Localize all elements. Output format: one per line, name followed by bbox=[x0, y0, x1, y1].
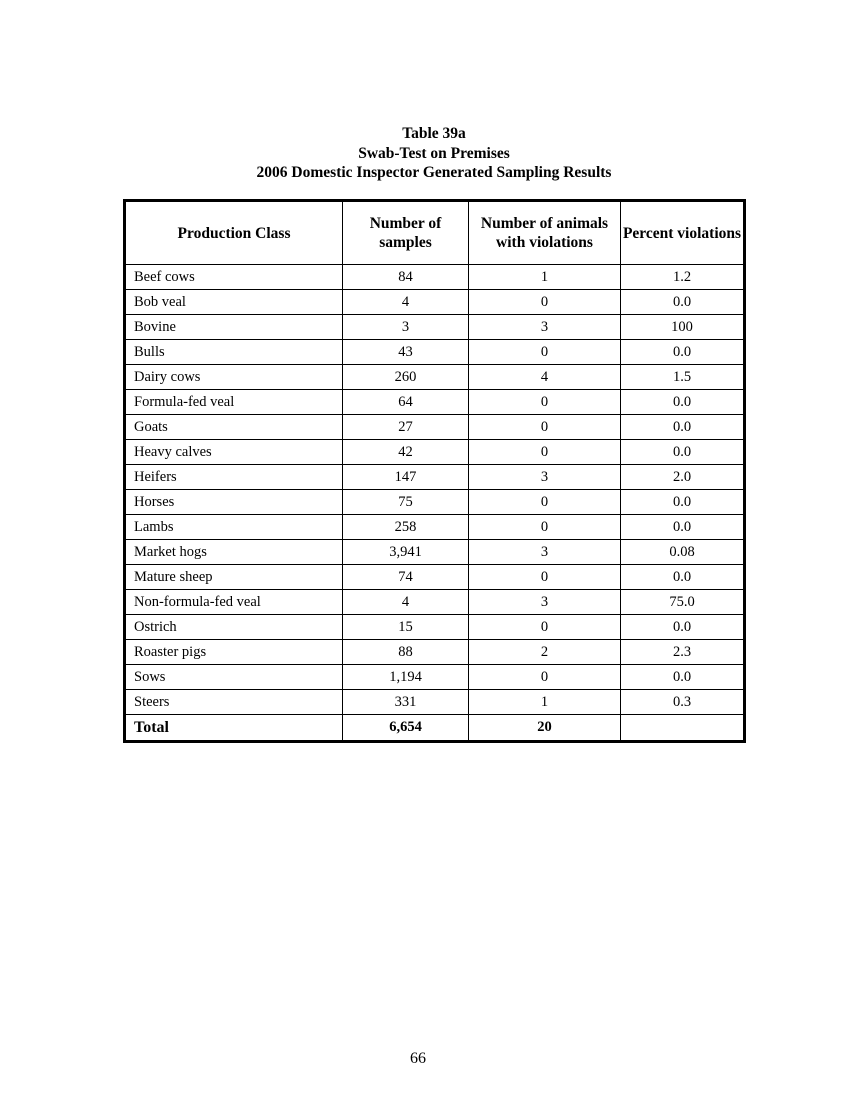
total-violations-cell: 20 bbox=[469, 715, 621, 742]
table-row bbox=[125, 540, 745, 565]
percent-cell: 0.0 bbox=[621, 565, 745, 590]
percent-cell: 0.0 bbox=[621, 490, 745, 515]
percent-cell: 0.0 bbox=[621, 665, 745, 690]
table-row bbox=[125, 265, 745, 290]
production-class-cell: Steers bbox=[125, 690, 343, 715]
violations-cell: 1 bbox=[469, 690, 621, 715]
percent-cell: 100 bbox=[621, 315, 745, 340]
table-row bbox=[125, 465, 745, 490]
production-class-cell: Roaster pigs bbox=[125, 640, 343, 665]
samples-cell: 3 bbox=[343, 315, 469, 340]
samples-cell: 75 bbox=[343, 490, 469, 515]
production-class-cell: Bovine bbox=[125, 315, 343, 340]
production-class-cell: Non-formula-fed veal bbox=[125, 590, 343, 615]
samples-cell: 260 bbox=[343, 365, 469, 390]
table-row bbox=[125, 615, 745, 640]
results-table-container bbox=[123, 199, 746, 743]
table-row bbox=[125, 515, 745, 540]
percent-cell: 0.08 bbox=[621, 540, 745, 565]
table-row bbox=[125, 640, 745, 665]
page-number: 66 bbox=[410, 1050, 426, 1067]
production-class-cell: Lambs bbox=[125, 515, 343, 540]
percent-cell: 0.0 bbox=[621, 290, 745, 315]
percent-cell: 2.0 bbox=[621, 465, 745, 490]
percent-cell: 0.0 bbox=[621, 415, 745, 440]
samples-cell: 43 bbox=[343, 340, 469, 365]
samples-cell: 147 bbox=[343, 465, 469, 490]
percent-cell: 75.0 bbox=[621, 590, 745, 615]
production-class-cell: Ostrich bbox=[125, 615, 343, 640]
samples-cell: 88 bbox=[343, 640, 469, 665]
percent-cell: 0.0 bbox=[621, 615, 745, 640]
percent-cell: 1.5 bbox=[621, 365, 745, 390]
percent-cell: 2.3 bbox=[621, 640, 745, 665]
samples-cell: 331 bbox=[343, 690, 469, 715]
header-number-of-samples: Number of samples bbox=[343, 201, 469, 265]
violations-cell: 3 bbox=[469, 465, 621, 490]
percent-cell: 0.0 bbox=[621, 440, 745, 465]
production-class-cell: Heavy calves bbox=[125, 440, 343, 465]
table-row bbox=[125, 290, 745, 315]
violations-cell: 0 bbox=[469, 415, 621, 440]
violations-cell: 0 bbox=[469, 290, 621, 315]
production-class-cell: Horses bbox=[125, 490, 343, 515]
samples-cell: 27 bbox=[343, 415, 469, 440]
production-class-cell: Sows bbox=[125, 665, 343, 690]
percent-cell: 0.0 bbox=[621, 515, 745, 540]
production-class-cell: Formula-fed veal bbox=[125, 390, 343, 415]
header-percent-violations: Percent violations bbox=[621, 201, 745, 265]
samples-cell: 42 bbox=[343, 440, 469, 465]
table-title bbox=[0, 124, 850, 183]
samples-cell: 74 bbox=[343, 565, 469, 590]
samples-cell: 15 bbox=[343, 615, 469, 640]
production-class-cell: Market hogs bbox=[125, 540, 343, 565]
table-row bbox=[125, 315, 745, 340]
header-animals-with-violations: Number of animals with violations bbox=[469, 201, 621, 265]
table-row bbox=[125, 590, 745, 615]
violations-cell: 0 bbox=[469, 615, 621, 640]
production-class-cell: Beef cows bbox=[125, 265, 343, 290]
violations-cell: 0 bbox=[469, 665, 621, 690]
violations-cell: 0 bbox=[469, 515, 621, 540]
violations-cell: 4 bbox=[469, 365, 621, 390]
table-row bbox=[125, 490, 745, 515]
violations-cell: 2 bbox=[469, 640, 621, 665]
table-row bbox=[125, 415, 745, 440]
table-row bbox=[125, 665, 745, 690]
total-row bbox=[125, 715, 745, 742]
violations-cell: 0 bbox=[469, 340, 621, 365]
production-class-cell: Bob veal bbox=[125, 290, 343, 315]
table-row bbox=[125, 390, 745, 415]
violations-cell: 0 bbox=[469, 490, 621, 515]
samples-cell: 4 bbox=[343, 590, 469, 615]
percent-cell: 0.0 bbox=[621, 340, 745, 365]
violations-cell: 1 bbox=[469, 265, 621, 290]
header-row bbox=[125, 201, 745, 265]
table-description: 2006 Domestic Inspector Generated Sampling Results bbox=[256, 164, 612, 181]
table-row bbox=[125, 690, 745, 715]
production-class-cell: Heifers bbox=[125, 465, 343, 490]
total-production-class-cell: Total bbox=[125, 715, 343, 742]
percent-cell: 1.2 bbox=[621, 265, 745, 290]
table-row bbox=[125, 340, 745, 365]
samples-cell: 4 bbox=[343, 290, 469, 315]
table-row bbox=[125, 365, 745, 390]
samples-cell: 64 bbox=[343, 390, 469, 415]
samples-cell: 258 bbox=[343, 515, 469, 540]
samples-cell: 84 bbox=[343, 265, 469, 290]
percent-cell: 0.0 bbox=[621, 390, 745, 415]
violations-cell: 0 bbox=[469, 440, 621, 465]
header-production-class: Production Class bbox=[125, 201, 343, 265]
violations-cell: 3 bbox=[469, 315, 621, 340]
violations-cell: 0 bbox=[469, 390, 621, 415]
production-class-cell: Bulls bbox=[125, 340, 343, 365]
table-number: Table 39a bbox=[402, 125, 466, 142]
production-class-cell: Goats bbox=[125, 415, 343, 440]
table-subject: Swab-Test on Premises bbox=[358, 144, 510, 162]
violations-cell: 0 bbox=[469, 565, 621, 590]
total-samples-cell: 6,654 bbox=[343, 715, 469, 742]
production-class-cell: Dairy cows bbox=[125, 365, 343, 390]
total-percent-cell bbox=[621, 715, 745, 742]
table-row bbox=[125, 440, 745, 465]
violations-cell: 3 bbox=[469, 540, 621, 565]
samples-cell: 1,194 bbox=[343, 665, 469, 690]
production-class-cell: Mature sheep bbox=[125, 565, 343, 590]
violations-cell: 3 bbox=[469, 590, 621, 615]
samples-cell: 3,941 bbox=[343, 540, 469, 565]
table-row bbox=[125, 565, 745, 590]
percent-cell: 0.3 bbox=[621, 690, 745, 715]
results-table bbox=[123, 199, 746, 743]
